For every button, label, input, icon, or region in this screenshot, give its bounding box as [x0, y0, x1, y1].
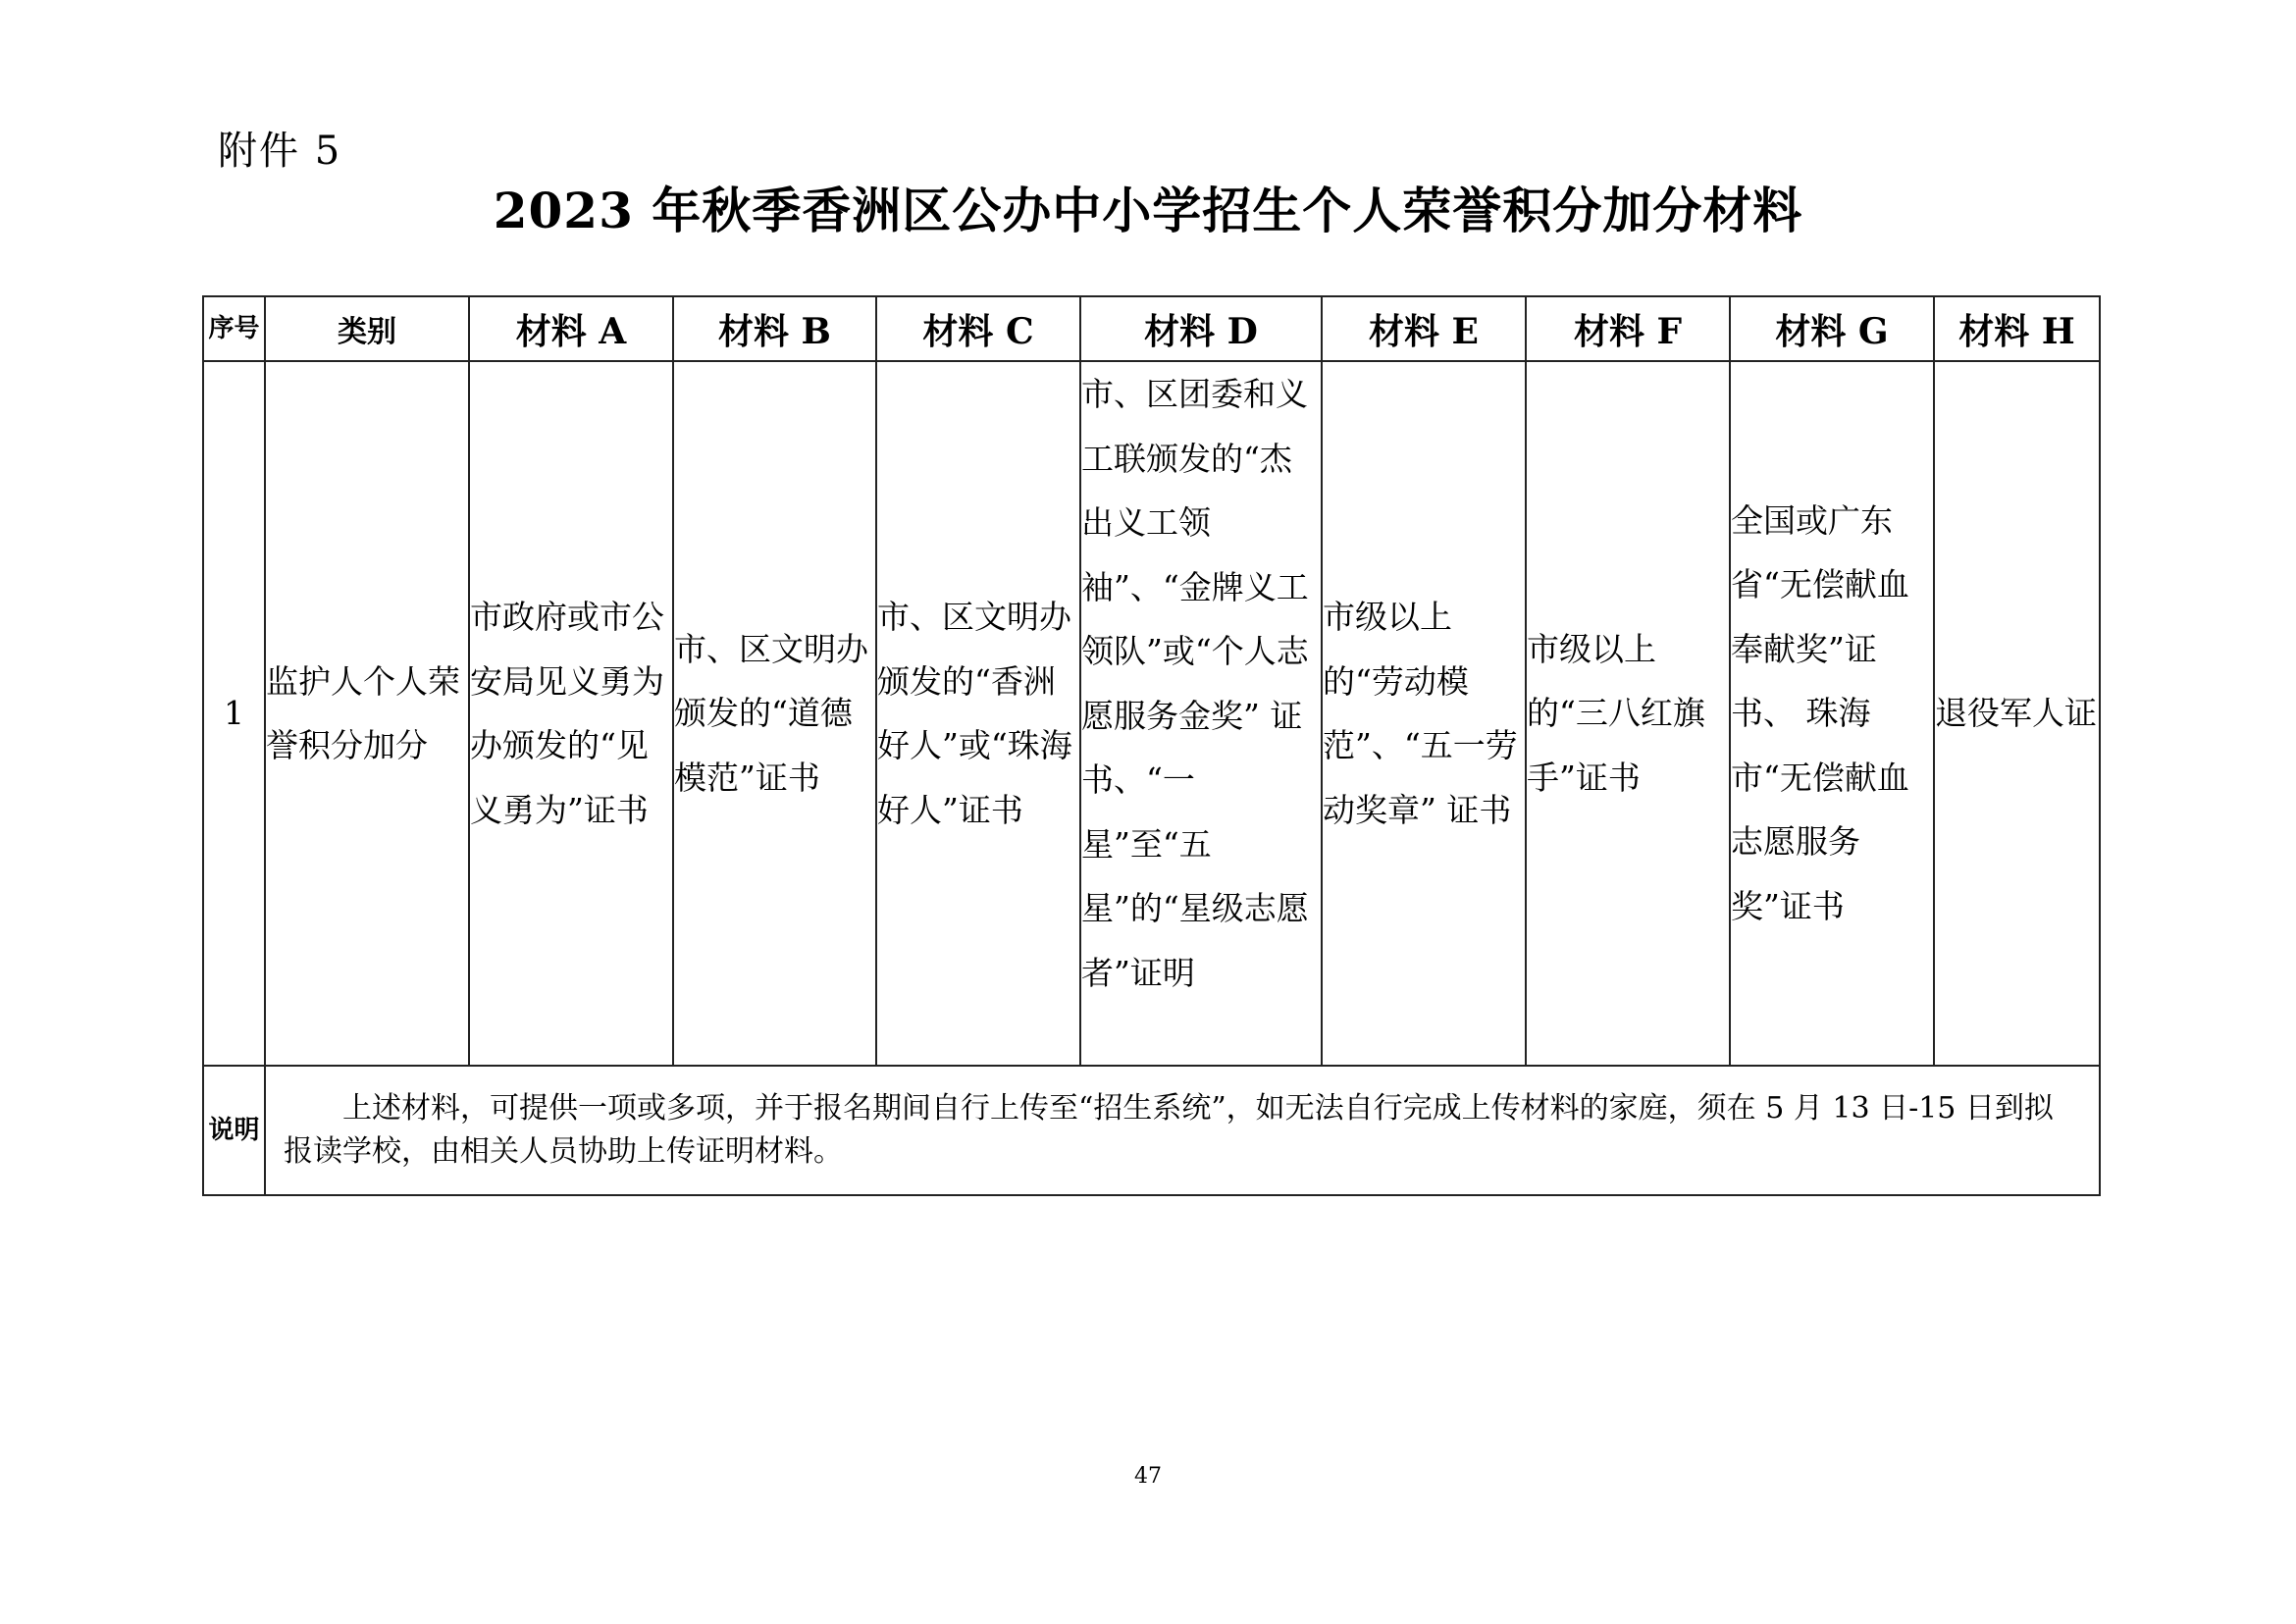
header-material-b: 材料 B: [673, 296, 876, 361]
material-e-cell: 市级以上的“劳动模范”、“五一劳动奖章” 证书: [1322, 361, 1526, 1066]
header-material-d: 材料 D: [1080, 296, 1322, 361]
material-d-cell: 市、区团委和义工联颁发的“杰出义工领袖”、“金牌义工领队”或“个人志愿服务金奖” 证书、“一星”至“五星”的“星级志愿者”证明: [1080, 361, 1322, 1066]
row-index: 1: [203, 361, 265, 1066]
header-material-g: 材料 G: [1730, 296, 1934, 361]
note-row: [203, 1066, 2100, 1195]
material-g-cell: 全国或广东省“无偿献血奉献奖”证书、 珠海市“无偿献血志愿服务奖”证书: [1730, 361, 1934, 1066]
honor-points-table: [202, 295, 2101, 1196]
note-label: 说明: [203, 1066, 265, 1195]
material-a-cell: 市政府或市公安局见义勇为办颁发的“见义勇为”证书: [469, 361, 673, 1066]
header-material-h: 材料 H: [1934, 296, 2100, 361]
material-h-cell: 退役军人证: [1934, 361, 2100, 1066]
table-row: [203, 361, 2100, 1066]
page-number: 47: [1134, 1464, 1162, 1489]
header-category: 类别: [265, 296, 469, 361]
header-material-f: 材料 F: [1526, 296, 1730, 361]
header-index: 序号: [203, 296, 265, 361]
attachment-label: 附件 5: [218, 129, 342, 174]
row-category: 监护人个人荣誉积分加分: [265, 361, 469, 1066]
header-material-c: 材料 C: [876, 296, 1080, 361]
material-c-cell: 市、区文明办颁发的“香洲好人”或“珠海好人”证书: [876, 361, 1080, 1066]
material-f-cell: 市级以上的“三八红旗手”证书: [1526, 361, 1730, 1066]
table-header-row: [203, 296, 2100, 361]
header-material-e: 材料 E: [1322, 296, 1526, 361]
document-title: 2023 年秋季香洲区公办中小学招生个人荣誉积分加分材料: [493, 182, 1803, 239]
material-b-cell: 市、区文明办颁发的“道德模范”证书: [673, 361, 876, 1066]
note-text: 上述材料，可提供一项或多项，并于报名期间自行上传至“招生系统”，如无法自行完成上传材料的家庭，须在 5 月 13 日-15 日到拟报读学校，由相关人员协助上传证明材料。: [265, 1066, 2100, 1195]
header-material-a: 材料 A: [469, 296, 673, 361]
